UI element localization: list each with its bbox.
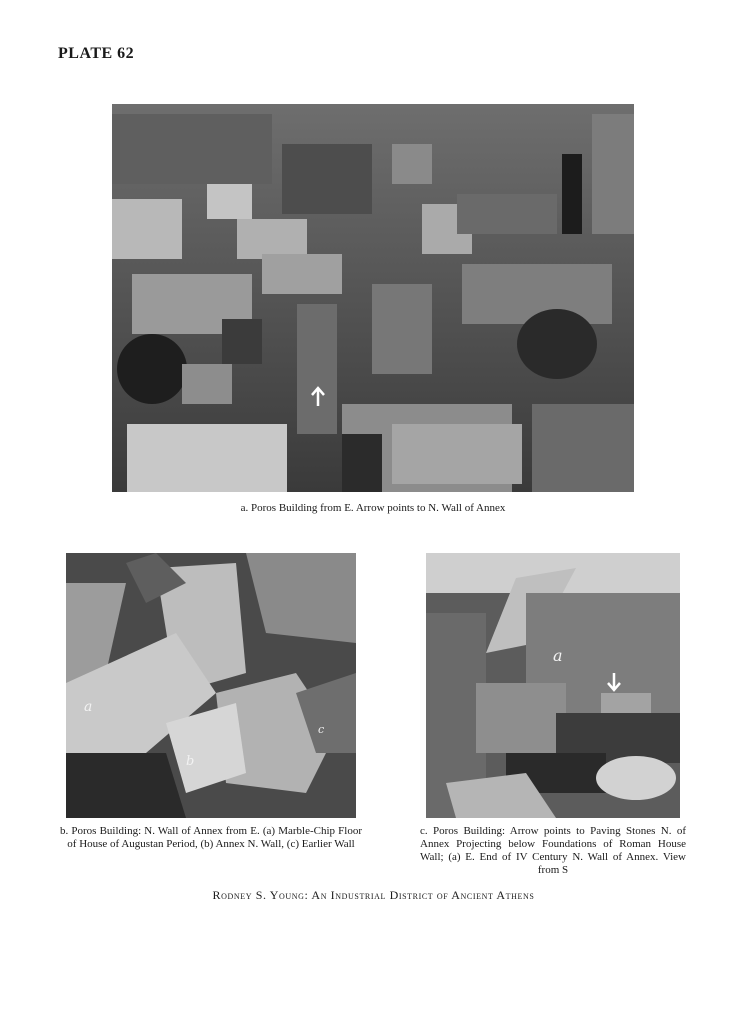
caption-c: c. Poros Building: Arrow points to Paving Stones N. of Annex Projecting below Foundations of Roman House Wall; (a) E. End of IV Century N. Wall of Annex. View from S xyxy=(420,825,686,876)
mark-b-a: a xyxy=(84,699,93,715)
plate-label: PLATE 62 xyxy=(58,45,135,62)
mark-b-c: c xyxy=(318,723,325,736)
photo-c-marks xyxy=(426,553,680,818)
caption-a: a. Poros Building from E. Arrow points to N. Wall of Annex xyxy=(240,502,506,514)
photo-a-excavation xyxy=(112,104,634,492)
photo-c-excavation xyxy=(426,553,680,818)
arrow-up-icon xyxy=(112,104,634,492)
caption-b: b. Poros Building: N. Wall of Annex from E. (a) Marble-Chip Floor of House of Augustan Period, (b) Annex N. Wall, (c) Earlier Wall xyxy=(60,825,362,850)
photo-b-excavation xyxy=(66,553,356,818)
photo-b-marks xyxy=(66,553,356,818)
running-footer: Rodney S. Young: An Industrial District of Ancient Athens xyxy=(212,888,535,902)
mark-c-a: a xyxy=(553,646,563,665)
arrow-down-icon xyxy=(608,673,620,690)
mark-b-b: b xyxy=(186,754,195,769)
